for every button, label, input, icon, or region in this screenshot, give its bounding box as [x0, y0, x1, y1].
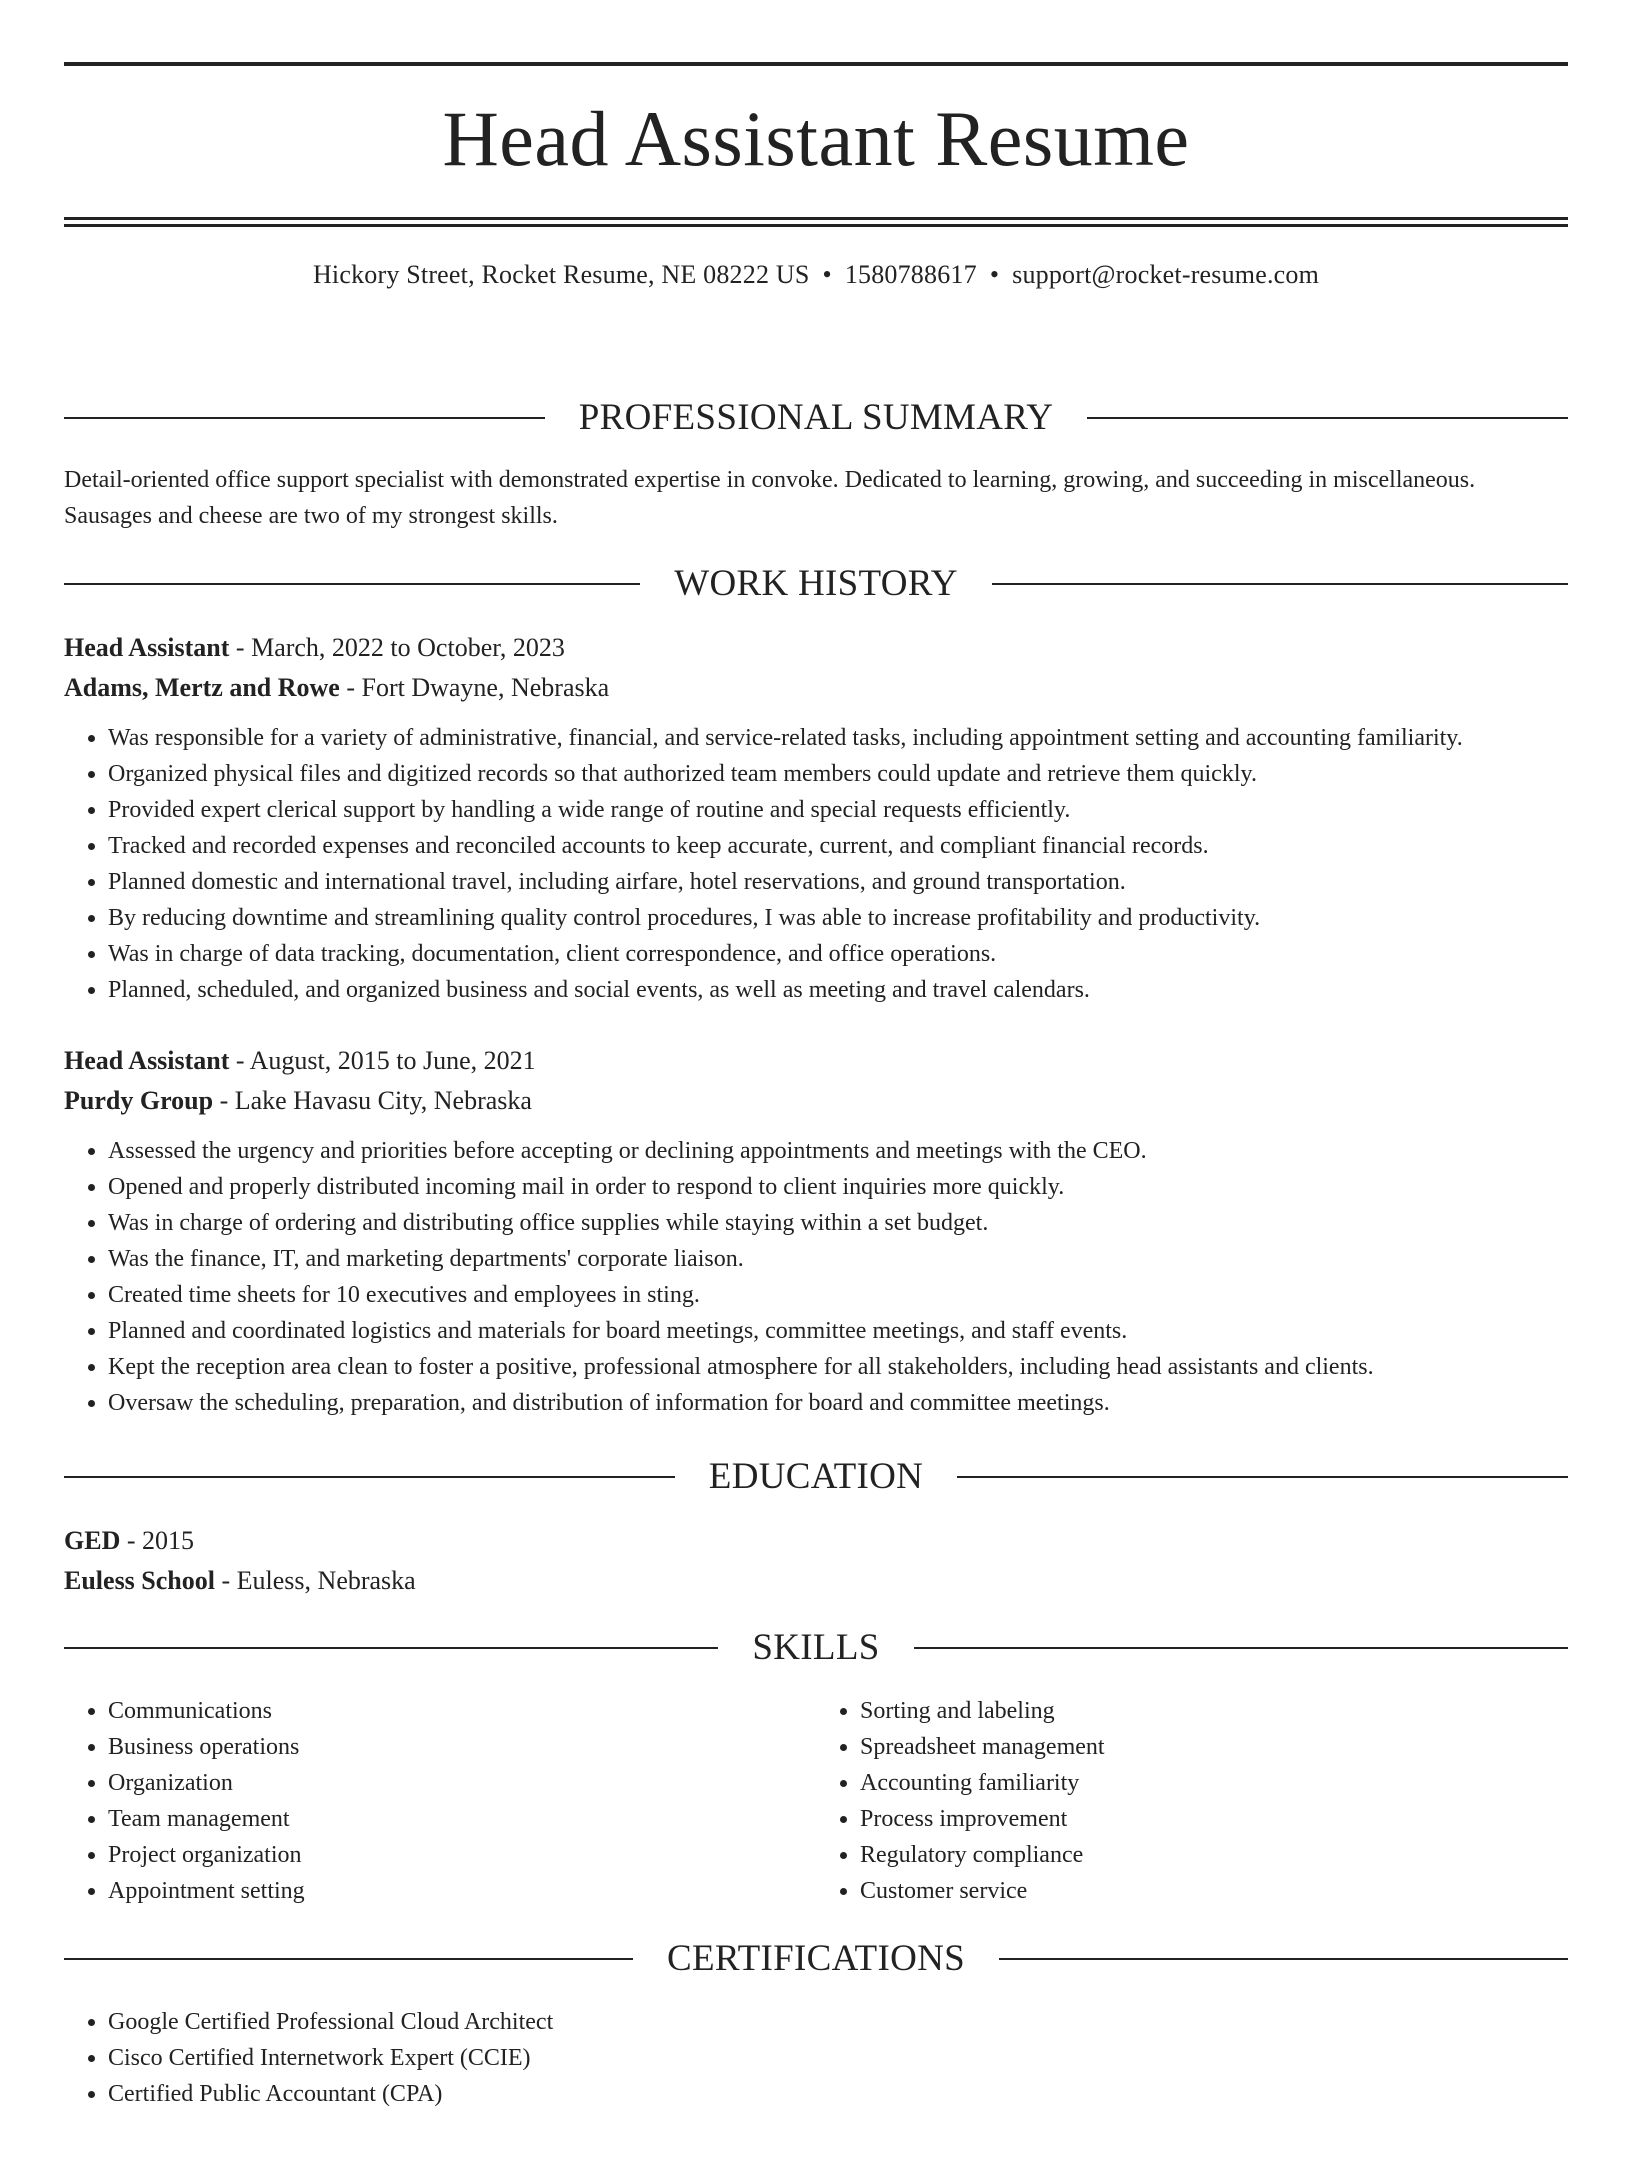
- section-rule: [64, 1958, 633, 1960]
- job-bullets: [64, 720, 1568, 1008]
- skill-item: • Organization: [108, 1765, 816, 1801]
- list-item: • Oversaw the scheduling, preparation, and distribution of information for board and committee meetings.: [108, 1385, 1568, 1421]
- certification-item: • Certified Public Accountant (CPA): [108, 2076, 1568, 2112]
- job-company: Adams, Mertz and Rowe: [64, 673, 340, 702]
- skill-item: • Appointment setting: [108, 1873, 816, 1909]
- section-header-skills: [64, 1629, 1568, 1666]
- resume-page: [0, 62, 1632, 2174]
- skills-column-right: [816, 1693, 1568, 1909]
- contact-email[interactable]: support@rocket-resume.com: [1012, 260, 1320, 289]
- header-double-rule: [64, 217, 1568, 227]
- list-item: • Was the finance, IT, and marketing departments' corporate liaison.: [108, 1241, 1568, 1277]
- section-rule: [64, 1476, 675, 1478]
- section-header-education: [64, 1458, 1568, 1495]
- job-entry: [64, 1041, 1568, 1421]
- education-school-line: [64, 1561, 1568, 1601]
- list-item: • Was in charge of data tracking, documentation, client correspondence, and office operations.: [108, 936, 1568, 972]
- skill-item: • Accounting familiarity: [860, 1765, 1568, 1801]
- job-company: Purdy Group: [64, 1086, 214, 1115]
- list-item: • Created time sheets for 10 executives and employees in sting.: [108, 1277, 1568, 1313]
- contact-separator: •: [822, 260, 832, 289]
- section-rule: [914, 1647, 1568, 1649]
- skill-item: • Business operations: [108, 1729, 816, 1765]
- section-title-certifications: CERTIFICATIONS: [667, 1938, 965, 1979]
- section-title-skills: SKILLS: [752, 1627, 880, 1668]
- skill-item: • Process improvement: [860, 1801, 1568, 1837]
- section-rule: [64, 417, 545, 419]
- list-item: • Organized physical files and digitized records so that authorized team members could update and retrieve them quickly.: [108, 756, 1568, 792]
- skill-item: • Sorting and labeling: [860, 1693, 1568, 1729]
- skills-column-left: [64, 1693, 816, 1909]
- section-title-work: WORK HISTORY: [674, 563, 958, 604]
- job-dates: - March, 2022 to October, 2023: [229, 633, 565, 662]
- list-item: • Planned and coordinated logistics and materials for board meetings, committee meetings, and staff events.: [108, 1313, 1568, 1349]
- contact-line: [64, 262, 1568, 288]
- section-header-work: [64, 565, 1568, 602]
- section-rule: [64, 1647, 718, 1649]
- skill-item: • Customer service: [860, 1873, 1568, 1909]
- job-bullets: [64, 1133, 1568, 1421]
- section-rule: [957, 1476, 1568, 1478]
- certifications-list-wrap: [64, 2004, 1568, 2112]
- certification-item: • Cisco Certified Internetwork Expert (CCIE): [108, 2040, 1568, 2076]
- section-rule: [992, 583, 1568, 585]
- certifications-list: [64, 2004, 1568, 2112]
- job-company-line: [64, 668, 1568, 708]
- education-year: - 2015: [120, 1526, 195, 1555]
- summary-text: Detail-oriented office support specialist with demonstrated expertise in convoke. Dedicated to learning, growing, and succeeding in miscellaneous. Sausages and cheese are two of my strongest skills.: [64, 467, 1476, 529]
- list-item: • Kept the reception area clean to foster a positive, professional atmosphere for all stakeholders, including head assistants and clients.: [108, 1349, 1568, 1385]
- education-location: - Euless, Nebraska: [215, 1566, 416, 1595]
- list-item: • Opened and properly distributed incoming mail in order to respond to client inquiries more quickly.: [108, 1169, 1568, 1205]
- list-item: • Tracked and recorded expenses and reconciled accounts to keep accurate, current, and compliant financial records.: [108, 828, 1568, 864]
- skill-item: • Communications: [108, 1693, 816, 1729]
- section-header-summary: [64, 399, 1568, 436]
- job-title: Head Assistant: [64, 1046, 230, 1075]
- skill-item: • Regulatory compliance: [860, 1837, 1568, 1873]
- section-title-summary: PROFESSIONAL SUMMARY: [578, 397, 1054, 438]
- section-rule: [999, 1958, 1568, 1960]
- education-degree-line: [64, 1521, 1568, 1561]
- skill-item: • Project organization: [108, 1837, 816, 1873]
- list-item: • By reducing downtime and streamlining quality control procedures, I was able to increase profitability and productivity.: [108, 900, 1568, 936]
- education-entry: [64, 1521, 1568, 1601]
- list-item: • Provided expert clerical support by handling a wide range of routine and special requests efficiently.: [108, 792, 1568, 828]
- list-item: • Assessed the urgency and priorities before accepting or declining appointments and meetings with the CEO.: [108, 1133, 1568, 1169]
- section-header-certifications: [64, 1940, 1568, 1977]
- contact-address: Hickory Street, Rocket Resume, NE 08222 US: [312, 260, 810, 289]
- job-location: - Fort Dwayne, Nebraska: [339, 673, 610, 702]
- list-item: • Planned domestic and international travel, including airfare, hotel reservations, and ground transportation.: [108, 864, 1568, 900]
- list-item: • Planned, scheduled, and organized business and social events, as well as meeting and travel calendars.: [108, 972, 1568, 1008]
- section-rule: [64, 583, 640, 585]
- job-entry: [64, 628, 1568, 1008]
- job-title-line: [64, 628, 1568, 668]
- contact-phone: 1580788617: [844, 260, 977, 289]
- contact-separator: •: [989, 260, 1000, 289]
- skill-item: • Spreadsheet management: [860, 1729, 1568, 1765]
- education-school: Euless School: [64, 1566, 215, 1595]
- job-title-line: [64, 1041, 1568, 1081]
- education-degree: GED: [64, 1526, 121, 1555]
- job-dates: - August, 2015 to June, 2021: [229, 1046, 536, 1075]
- job-company-line: [64, 1081, 1568, 1121]
- section-rule: [1087, 417, 1568, 419]
- job-title: Head Assistant: [64, 633, 230, 662]
- certification-item: • Google Certified Professional Cloud Architect: [108, 2004, 1568, 2040]
- skill-item: • Team management: [108, 1801, 816, 1837]
- resume-title: Head Assistant Resume: [442, 95, 1190, 182]
- section-title-education: EDUCATION: [708, 1456, 924, 1497]
- list-item: • Was in charge of ordering and distributing office supplies while staying within a set budget.: [108, 1205, 1568, 1241]
- job-location: - Lake Havasu City, Nebraska: [213, 1086, 532, 1115]
- skills-list: [64, 1693, 1568, 1909]
- list-item: • Was responsible for a variety of administrative, financial, and service-related tasks, including appointment setting and accounting familiarity.: [108, 720, 1568, 756]
